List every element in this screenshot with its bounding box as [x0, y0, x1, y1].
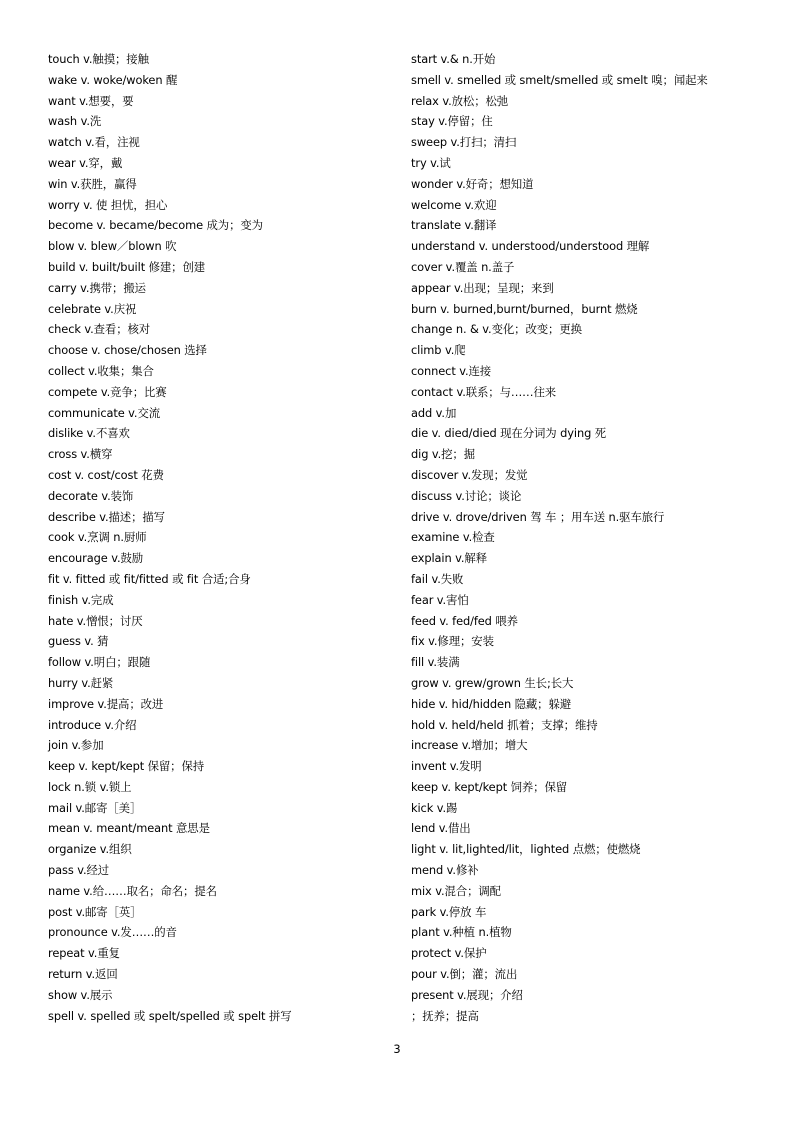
- vocabulary-entry: celebrate v.庆祝: [48, 301, 137, 316]
- vocabulary-entry: burn v. burned,burnt/burned，burnt 燃烧: [411, 301, 638, 316]
- vocabulary-entry: mend v.修补: [411, 863, 479, 878]
- vocabulary-entry: light v. lit,lighted/lit，lighted 点燃；使燃烧: [411, 842, 641, 857]
- vocabulary-entry: pour v.倒；灌；流出: [411, 967, 518, 982]
- vocabulary-entry: present v.展现；介绍: [411, 987, 523, 1002]
- vocabulary-entry: post v.邮寄［英］: [48, 904, 142, 919]
- vocabulary-entry: understand v. understood/understood 理解: [411, 239, 650, 254]
- vocabulary-entry: wear v.穿，戴: [48, 155, 123, 170]
- vocabulary-entry: cover v.覆盖 n.盖子: [411, 259, 515, 274]
- vocabulary-entry: invent v.发明: [411, 759, 482, 774]
- vocabulary-entry: build v. built/built 修建；创建: [48, 259, 206, 274]
- vocabulary-entry: worry v. 使 担忧，担心: [48, 197, 168, 212]
- vocabulary-entry: smell v. smelled 或 smelt/smelled 或 smelt 嗅；闻起来: [411, 72, 708, 87]
- vocabulary-entry: fill v.装满: [411, 655, 460, 670]
- vocabulary-entry: discuss v.讨论；谈论: [411, 488, 522, 503]
- vocabulary-entry: hold v. held/held 抓着；支撑；维持: [411, 717, 598, 732]
- vocabulary-entry: win v.获胜，赢得: [48, 176, 137, 191]
- vocabulary-entry: park v.停放 车: [411, 904, 487, 919]
- vocabulary-entry: wonder v.好奇；想知道: [411, 176, 534, 191]
- left-vocabulary-column: [48, 49, 398, 1026]
- vocabulary-entry: lend v.借出: [411, 821, 471, 836]
- vocabulary-entry: join v.参加: [48, 738, 104, 753]
- vocabulary-entry: drive v. drove/driven 驾 车 ；用车送 n.驱车旅行: [411, 509, 665, 524]
- vocabulary-entry: hate v.憎恨；讨厌: [48, 613, 143, 628]
- vocabulary-entry: cook v.烹调 n.厨师: [48, 530, 147, 545]
- vocabulary-entry: pronounce v.发……的音: [48, 925, 177, 940]
- vocabulary-entry: watch v.看，注视: [48, 135, 140, 150]
- vocabulary-entry: dig v.挖；掘: [411, 447, 475, 462]
- vocabulary-entry: climb v.爬: [411, 343, 466, 358]
- vocabulary-entry: wake v. woke/woken 醒: [48, 72, 178, 87]
- vocabulary-entry: discover v.发现；发觉: [411, 467, 528, 482]
- vocabulary-entry: examine v.检查: [411, 530, 495, 545]
- vocabulary-entry: kick v.踢: [411, 800, 458, 815]
- vocabulary-entry: describe v.描述；描写: [48, 509, 165, 524]
- vocabulary-entry: introduce v.介绍: [48, 717, 137, 732]
- vocabulary-entry: compete v.竞争；比赛: [48, 384, 167, 399]
- vocabulary-entry: finish v.完成: [48, 592, 114, 607]
- vocabulary-entry: cost v. cost/cost 花费: [48, 467, 164, 482]
- vocabulary-entry: want v.想要，要: [48, 93, 134, 108]
- vocabulary-entry: choose v. chose/chosen 选择: [48, 343, 207, 358]
- vocabulary-entry: stay v.停留；住: [411, 114, 493, 129]
- vocabulary-entry: mean v. meant/meant 意思是: [48, 821, 210, 836]
- vocabulary-entry: become v. became/become 成为；变为: [48, 218, 263, 233]
- vocabulary-entry: cross v.横穿: [48, 447, 113, 462]
- vocabulary-entry: hurry v.赶紧: [48, 675, 114, 690]
- vocabulary-entry: keep v. kept/kept 饲养；保留: [411, 779, 568, 794]
- vocabulary-entry: decorate v.装饰: [48, 488, 134, 503]
- vocabulary-entry: guess v. 猜: [48, 634, 109, 649]
- vocabulary-entry: translate v.翻译: [411, 218, 497, 233]
- vocabulary-entry: repeat v.重复: [48, 946, 120, 961]
- vocabulary-entry: spell v. spelled 或 spelt/spelled 或 spelt 拼写: [48, 1008, 292, 1023]
- vocabulary-entry: relax v.放松；松弛: [411, 93, 509, 108]
- vocabulary-entry: return v.返回: [48, 967, 118, 982]
- vocabulary-entry: fear v.害怕: [411, 592, 469, 607]
- right-vocabulary-column: [411, 49, 786, 1026]
- vocabulary-entry: increase v.增加；增大: [411, 738, 528, 753]
- vocabulary-entry: keep v. kept/kept 保留；保持: [48, 759, 205, 774]
- vocabulary-entry: collect v.收集；集合: [48, 363, 154, 378]
- vocabulary-entry: try v.试: [411, 155, 451, 170]
- vocabulary-entry: communicate v.交流: [48, 405, 161, 420]
- vocabulary-entry: explain v.解释: [411, 551, 487, 566]
- vocabulary-entry: feed v. fed/fed 喂养: [411, 613, 518, 628]
- vocabulary-entry: wash v.洗: [48, 114, 102, 129]
- vocabulary-entry: ；抚养；提高: [411, 1008, 479, 1023]
- vocabulary-entry: add v.加: [411, 405, 457, 420]
- vocabulary-entry: fail v.失败: [411, 571, 464, 586]
- vocabulary-entry: mail v.邮寄［美］: [48, 800, 142, 815]
- vocabulary-entry: contact v.联系；与……往来: [411, 384, 557, 399]
- vocabulary-entry: check v.查看；核对: [48, 322, 151, 337]
- vocabulary-entry: fix v.修理；安装: [411, 634, 494, 649]
- vocabulary-entry: fit v. fitted 或 fit/fitted 或 fit 合适;合身: [48, 571, 251, 586]
- vocabulary-entry: die v. died/died 现在分词为 dying 死: [411, 426, 607, 441]
- vocabulary-entry: show v.展示: [48, 987, 113, 1002]
- vocabulary-entry: hide v. hid/hidden 隐藏；躲避: [411, 696, 572, 711]
- vocabulary-entry: organize v.组织: [48, 842, 132, 857]
- vocabulary-entry: follow v.明白；跟随: [48, 655, 151, 670]
- vocabulary-entry: appear v.出现；呈现；来到: [411, 280, 554, 295]
- vocabulary-entry: connect v.连接: [411, 363, 492, 378]
- vocabulary-entry: touch v.触摸；接触: [48, 52, 149, 66]
- vocabulary-entry: mix v.混合；调配: [411, 883, 501, 898]
- vocabulary-entry: pass v.经过: [48, 863, 110, 878]
- vocabulary-entry: encourage v.鼓励: [48, 551, 144, 566]
- vocabulary-entry: improve v.提高；改进: [48, 696, 164, 711]
- vocabulary-entry: grow v. grew/grown 生长;长大: [411, 675, 574, 690]
- vocabulary-entry: carry v.携带；搬运: [48, 280, 146, 295]
- vocabulary-entry: change n. & v.变化；改变；更换: [411, 322, 582, 337]
- vocabulary-entry: name v.给……取名；命名；提名: [48, 883, 217, 898]
- vocabulary-entry: plant v.种植 n.植物: [411, 925, 512, 940]
- vocabulary-entry: blow v. blew／blown 吹: [48, 239, 177, 254]
- vocabulary-entry: start v.& n.开始: [411, 52, 496, 66]
- vocabulary-entry: sweep v.打扫；清扫: [411, 135, 517, 150]
- vocabulary-entry: welcome v.欢迎: [411, 197, 497, 212]
- page-number: 3: [393, 1042, 401, 1056]
- vocabulary-entry: lock n.锁 v.锁上: [48, 779, 132, 794]
- vocabulary-entry: dislike v.不喜欢: [48, 426, 130, 441]
- vocabulary-entry: protect v.保护: [411, 946, 487, 961]
